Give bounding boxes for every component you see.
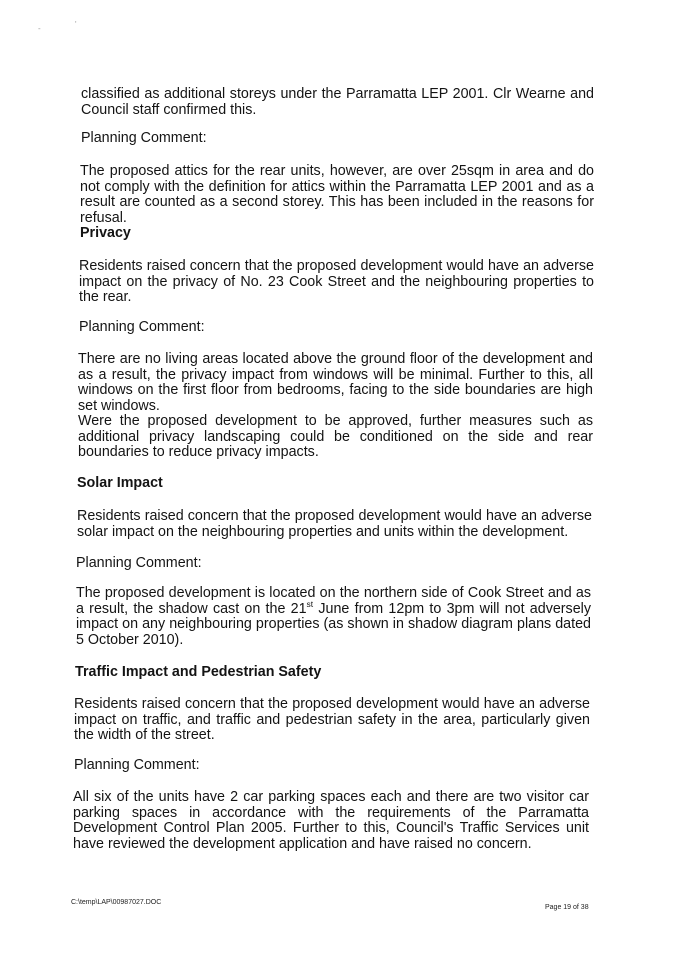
ordinal-suffix: st: [306, 598, 314, 609]
paragraph-privacy-measures: Were the proposed development to be approved, further measures such as additional privacy landscaping could be conditioned on the side and rear boundaries to reduce privacy impacts.: [78, 413, 593, 461]
paragraph-shadow-part-a: The proposed development is located on the northern side of Cook Street and as a result, the shadow cast on the 21: [76, 585, 591, 617]
paragraph-attics: The proposed attics for the rear units, however, are over 25sqm in area and do not comply with the definition for attics within the Parramatta LEP 2001 and as a result are counted as a second storey. This has been included in the reasons for refusal.: [80, 163, 594, 226]
planning-comment-label: Planning Comment:: [79, 319, 205, 335]
paragraph-shadow-part-b: June from 12pm to 3pm will not adversely impact on any neighbouring properties (as shown in shadow diagram plans dated 5 October 2010).: [76, 600, 591, 648]
heading-privacy: Privacy: [80, 225, 131, 241]
scan-artifact-left: -: [38, 24, 41, 33]
planning-comment-label: Planning Comment:: [74, 757, 200, 773]
heading-solar-impact: Solar Impact: [77, 475, 163, 491]
paragraph-living-areas: There are no living areas located above the ground floor of the development and as a result, the privacy impact from windows will be minimal. Further to this, all windows on the first floor from bedrooms, facing to the side boundaries are high set windows.: [78, 351, 593, 414]
footer-page-number: Page 19 of 38: [545, 904, 589, 911]
heading-traffic-impact: Traffic Impact and Pedestrian Safety: [75, 664, 322, 680]
paragraph-storeys: classified as additional storeys under the Parramatta LEP 2001. Clr Wearne and Council staff confirmed this.: [81, 86, 594, 118]
paragraph-traffic-concern: Residents raised concern that the proposed development would have an adverse impact on traffic, and traffic and pedestrian safety in the area, particularly given the width of the street.: [74, 696, 590, 744]
planning-comment-label: Planning Comment:: [76, 555, 202, 571]
planning-comment-label: Planning Comment:: [81, 130, 207, 146]
paragraph-parking: All six of the units have 2 car parking spaces each and there are two visitor car parking spaces in accordance with the requirements of the Parramatta Development Control Plan 2005. Further to this, Council's Traffic Services unit have reviewed the development application and have raised no concern.: [73, 789, 589, 852]
footer-file-path: C:\temp\LAP\00987027.DOC: [71, 899, 162, 906]
paragraph-shadow: [76, 586, 591, 648]
paragraph-solar-concern: Residents raised concern that the proposed development would have an adverse solar impact on the neighbouring properties and units within the development.: [77, 508, 592, 540]
scan-artifact-right: ': [75, 20, 77, 29]
paragraph-privacy-concern: Residents raised concern that the proposed development would have an adverse impact on the privacy of No. 23 Cook Street and the neighbouring properties to the rear.: [79, 258, 594, 306]
